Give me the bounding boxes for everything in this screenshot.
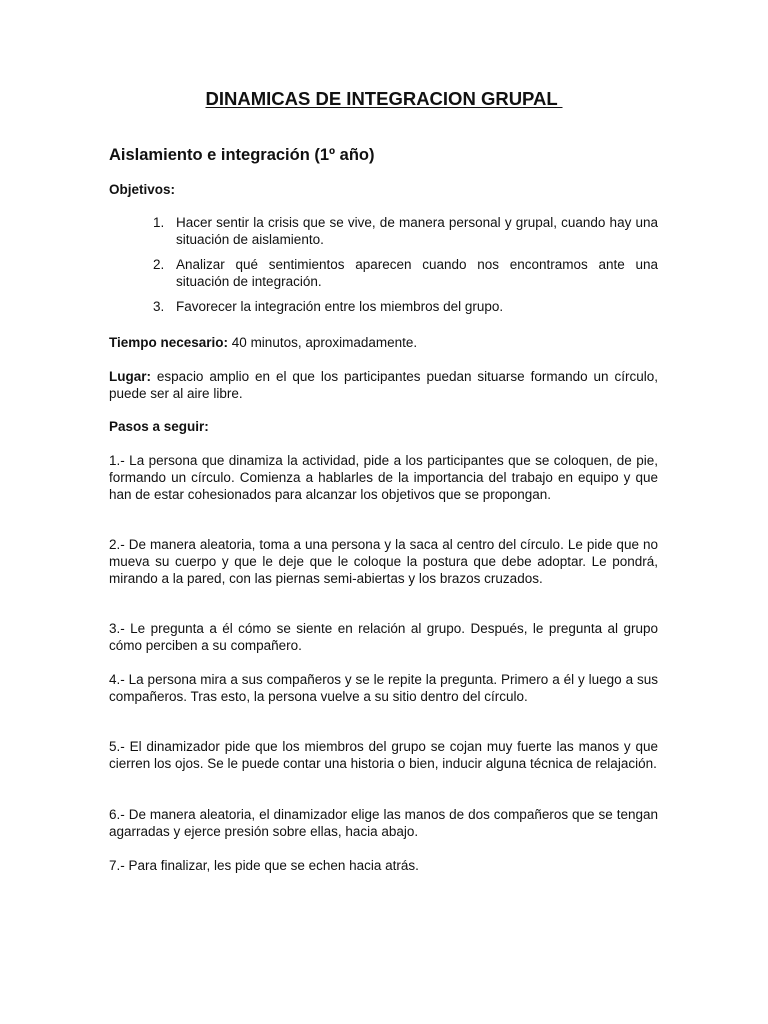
step-paragraph: 1.- La persona que dinamiza la actividad, pide a los participantes que se coloquen, de pie, formando un círculo. Comienza a hablarles de la importancia del trabajo en equipo y que han de estar cohesionados para alcanzar los objetivos que se propongan.	[109, 453, 658, 502]
document-title-text: DINAMICAS DE INTEGRACION GRUPAL	[205, 88, 563, 109]
objective-number: 2.	[153, 257, 165, 272]
objective-number: 1.	[153, 215, 165, 230]
step-paragraph: 4.- La persona mira a sus compañeros y se le repite la pregunta. Primero a él y luego a sus compañeros. Tras esto, la persona vuelve a su sitio dentro del círculo.	[109, 672, 658, 704]
objective-item	[109, 256, 658, 290]
objectives-heading: Objetivos:	[109, 182, 176, 197]
objective-text: Favorecer la integración entre los miembros del grupo.	[176, 299, 504, 314]
step-paragraph: 5.- El dinamizador pide que los miembros del grupo se cojan muy fuerte las manos y que cierren los ojos. Se le puede contar una historia o bien, inducir alguna técnica de relajación.	[109, 739, 658, 771]
time-label: Tiempo necesario:	[109, 335, 229, 350]
step-paragraph: 2.- De manera aleatoria, toma a una persona y la saca al centro del círculo. Le pide que no mueva su cuerpo y que le deje que le coloque la postura que debe adoptar. Le pondrá, mirando a la pared, con las piernas semi-abiertas y los brazos cruzados.	[109, 537, 658, 586]
document-title	[0, 88, 768, 110]
step-paragraph: 7.- Para finalizar, les pide que se echen hacia atrás.	[109, 858, 419, 873]
step-paragraph: 6.- De manera aleatoria, el dinamizador elige las manos de dos compañeros que se tengan agarradas y ejerce presión sobre ellas, hacia abajo.	[109, 807, 658, 839]
objectives-list	[109, 214, 658, 323]
objective-text: Hacer sentir la crisis que se vive, de manera personal y grupal, cuando hay una situación de aislamiento.	[176, 215, 658, 247]
section-title: Aislamiento e integración (1º año)	[109, 146, 375, 164]
time-value: 40 minutos, aproximadamente.	[228, 335, 418, 350]
step-paragraph: 3.- Le pregunta a él cómo se siente en relación al grupo. Después, le pregunta al grupo cómo perciben a su compañero.	[109, 621, 658, 653]
objective-item	[109, 298, 658, 315]
objective-text: Analizar qué sentimientos aparecen cuando nos encontramos ante una situación de integración.	[176, 257, 658, 289]
objective-number: 3.	[153, 299, 165, 314]
steps-heading: Pasos a seguir:	[109, 419, 209, 434]
place-value: espacio amplio en el que los participantes puedan situarse formando un círculo, puede ser al aire libre.	[109, 369, 658, 401]
time-paragraph	[109, 334, 658, 351]
place-label: Lugar:	[109, 369, 151, 384]
place-paragraph	[109, 368, 658, 402]
objective-item	[109, 214, 658, 248]
